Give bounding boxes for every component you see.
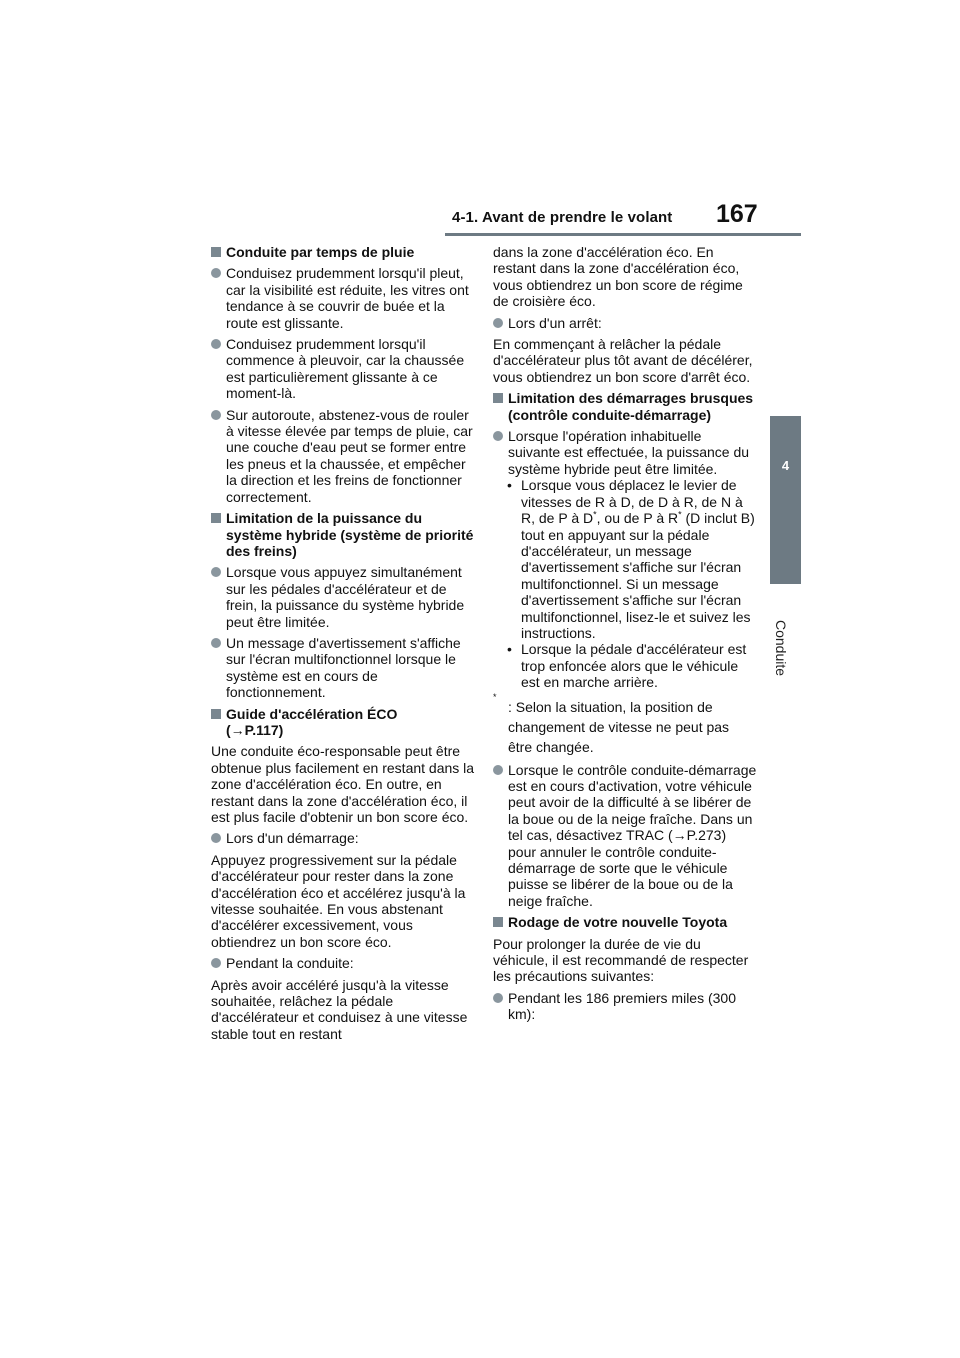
dash-marker: • — [507, 641, 512, 658]
circle-bullet-icon — [211, 268, 221, 278]
paragraph: Une conduite éco-responsable peut être obtenue plus facilement en restant dans la zone d'accélération éco. En outre, en restant dans la zone d'accélération éco, il est plus facile d'obtenir un bon score éco. — [211, 743, 475, 825]
left-column — [211, 244, 475, 1042]
paragraph: En commençant à relâcher la pédale d'accélérateur plus tôt avant de décélérer, vous obtiendrez un bon score d'arrêt éco. — [493, 336, 753, 385]
square-bullet-icon — [211, 709, 221, 719]
circle-bullet-icon — [493, 318, 503, 328]
square-bullet-icon — [211, 247, 221, 257]
bullet-item: Conduisez prudemment lorsqu'il pleut, car la visibilité est réduite, les vitres ont tendance à se couvrir de buée et la route est glissante. — [211, 265, 475, 331]
dash-item: • Lorsque vous déplacez le levier de vitesses de R à D, de D à R, de N à R, de P à D*, ou de P à R* (D inclut B) tout en appuyant sur la pédale d'accélérateur, un message d'avertissement s'affiche sur l'écran multifonctionnel. Si un message d'avertissement s'affiche sur l'écran multifonctionnel, lisez-le et suivez les instructions. — [507, 477, 755, 641]
circle-bullet-icon — [211, 958, 221, 968]
square-bullet-icon — [493, 393, 503, 403]
section-heading: Rodage de votre nouvelle Toyota — [493, 914, 757, 930]
dash-marker: • — [507, 477, 512, 494]
bullet-item: Sur autoroute, abstenez-vous de rouler à vitesse élevée par temps de pluie, car une couche d'eau peut se former entre les pneus et la chaussée, et empêcher la direction et les freins de fonctionner correctement. — [211, 407, 475, 505]
footnote: * : Selon la situation, la position de changement de vitesse ne peut pas être changée. — [493, 691, 730, 755]
paragraph: dans la zone d'accélération éco. En restant dans la zone d'accélération éco, vous obtiendrez un bon score de régime de croisière éco. — [493, 244, 743, 310]
circle-bullet-icon — [493, 431, 503, 441]
bullet-item: Conduisez prudemment lorsqu'il commence à pleuvoir, car la chaussée est particulièrement glissante à ce moment-là. — [211, 336, 475, 402]
chapter-tab — [770, 416, 801, 584]
section-heading: Guide d'accélération ÉCO (→P.117) — [211, 706, 475, 739]
bullet-item: Lorsque le contrôle conduite-démarrage est en cours d'activation, votre véhicule peut avoir de la difficulté à se libérer de la boue ou de la neige fraîche. Dans un tel cas, désactivez TRAC (→P.273) pour annuler le contrôle conduite-démarrage de sorte que le véhicule puisse se libérer de la boue ou de la neige fraîche. — [493, 762, 757, 910]
bullet-item: Lorsque l'opération inhabituelle suivante est effectuée, la puissance du système hybride peut être limitée. — [493, 428, 757, 477]
bullet-item: Pendant les 186 premiers miles (300 km): — [493, 990, 757, 1023]
bullet-item: Pendant la conduite: — [211, 955, 475, 971]
circle-bullet-icon — [211, 339, 221, 349]
chapter-number: 4 — [781, 458, 790, 473]
header-rule — [445, 233, 801, 236]
square-bullet-icon — [211, 513, 221, 523]
circle-bullet-icon — [211, 410, 221, 420]
square-bullet-icon — [493, 917, 503, 927]
bullet-item: Un message d'avertissement s'affiche sur l'écran multifonctionnel lorsque le système est en cours de fonctionnement. — [211, 635, 475, 701]
chapter-label: Conduite — [773, 620, 789, 677]
dash-item: • Lorsque la pédale d'accélérateur est trop enfoncée alors que le véhicule est en marche arrière. — [507, 641, 747, 691]
footnote-mark: * — [678, 509, 682, 520]
section-title: 4-1. Avant de prendre le volant — [452, 209, 673, 226]
bullet-item: Lors d'un démarrage: — [211, 830, 475, 846]
paragraph: Pour prolonger la durée de vie du véhicule, il est recommandé de respecter les précautions suivantes: — [493, 935, 749, 985]
bullet-item: Lors d'un arrêt: — [493, 315, 757, 331]
footnote-mark: * — [593, 509, 597, 520]
circle-bullet-icon — [493, 993, 503, 1003]
circle-bullet-icon — [211, 638, 221, 648]
right-column — [493, 244, 757, 1023]
section-heading: Limitation des démarrages brusques (contrôle conduite-démarrage) — [493, 390, 757, 423]
section-heading: Conduite par temps de pluie — [211, 244, 475, 260]
bullet-item: Lorsque vous appuyez simultanément sur les pédales d'accélérateur et de frein, la puissance du système hybride peut être limitée. — [211, 564, 475, 630]
paragraph: Appuyez progressivement sur la pédale d'accélérateur pour rester dans la zone d'accélération éco et accélérez jusqu'à la vitesse souhaitée. En vous abstenant d'accélérer excessivement, vous obtiendrez un bon score éco. — [211, 851, 466, 950]
page-number: 167 — [716, 200, 758, 228]
circle-bullet-icon — [211, 567, 221, 577]
page-reference-link[interactable]: (→P.117) — [226, 721, 284, 738]
paragraph: Après avoir accéléré jusqu'à la vitesse souhaitée, relâchez la pédale d'accélérateur et conduisez à une vitesse stable tout en restant — [211, 976, 468, 1042]
section-heading: Limitation de la puissance du système hybride (système de priorité des freins) — [211, 510, 475, 559]
circle-bullet-icon — [211, 833, 221, 843]
page-header — [0, 0, 960, 240]
circle-bullet-icon — [493, 765, 503, 775]
